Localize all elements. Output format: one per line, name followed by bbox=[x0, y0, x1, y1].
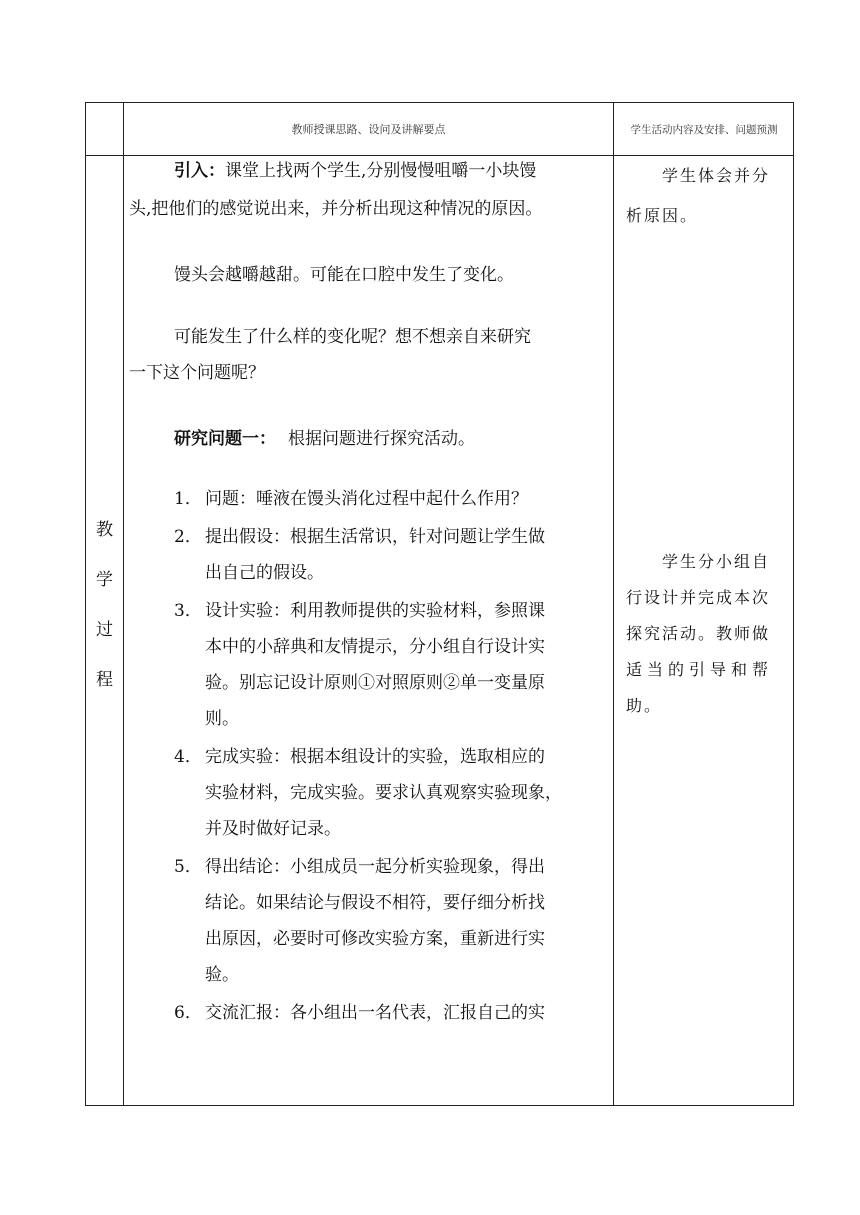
lesson-table: 教师授课思路、设问及讲解要点 学生活动内容及安排、问题预测 教 学 过 程 引入：课堂上找两个学生,分别慢慢咀嚼一小块馒 头,把他们的感觉说出来，并分析出现这种情况的原因。 馒头会越嚼越甜。可能在口腔中发生了变化。 可能发生了什么样的变化呢？想不想亲自来研究 一下这个问题呢？ 研究问题一： 根据问题进行探究活动。 1． 问题：唾液在馒头消化过程中起什么作用？ 2． 提出假设：根据生活常识，针对问题让学生做 出自己的假设。 3． 设计实验：利用教师提供的实验材料，参照课 本中的小辞典和友情提示，分小组自行设计实 验。别忘记设计原则①对照原则②单一变量原 则。 4． 完成实验：根据本组设计的实验，选取相应的 实验材料，完成实验。要求认真观察实验现象， 并及时做好记录。 5． 得出结论：小组成员一起分析实验现象，得出 结论。如果结论与假设不相符，要仔细分析找 出原因，必要时可修改实验方案，重新进行实 验。 6． 交流汇报：各小组出一名代表，汇报自己的实 学生体会并分 析原因。 学生分小组自 行设计并完成本次 探究活动。教师做 适当的引导和帮 助。 bbox=[85, 102, 794, 1106]
step-item: 1． 问题：唾液在馒头消化过程中起什么作用？ bbox=[174, 489, 528, 509]
step-item-cont: 并及时做好记录。 bbox=[205, 819, 341, 839]
column-divider bbox=[123, 103, 124, 1105]
row-label-char: 程 bbox=[96, 670, 113, 690]
intro-label: 引入： bbox=[174, 161, 225, 181]
step-item: 4． 完成实验：根据本组设计的实验，选取相应的 bbox=[174, 747, 545, 767]
intro-line bbox=[174, 156, 536, 181]
row-label-char: 学 bbox=[96, 570, 113, 590]
paragraph: 馒头会越嚼越甜。可能在口腔中发生了变化。 bbox=[174, 265, 514, 285]
teacher-column-header: 教师授课思路、设问及讲解要点 bbox=[291, 123, 446, 136]
step-item: 6． 交流汇报：各小组出一名代表，汇报自己的实 bbox=[174, 1003, 545, 1023]
intro-text: 课堂上找两个学生,分别慢慢咀嚼一小块馒 bbox=[225, 161, 537, 181]
step-item-cont: 本中的小辞典和友情提示，分小组自行设计实 bbox=[205, 637, 545, 657]
intro-line-2: 头,把他们的感觉说出来，并分析出现这种情况的原因。 bbox=[129, 199, 543, 219]
step-item-cont: 则。 bbox=[205, 709, 239, 729]
paragraph: 可能发生了什么样的变化呢？想不想亲自来研究 bbox=[174, 327, 531, 347]
step-item: 5． 得出结论：小组成员一起分析实验现象，得出 bbox=[174, 857, 545, 877]
row-label-char: 过 bbox=[96, 620, 113, 640]
research-label: 研究问题一： bbox=[174, 429, 276, 449]
student-column-header: 学生活动内容及安排、问题预测 bbox=[630, 123, 778, 136]
column-divider bbox=[613, 103, 614, 1105]
research-text: 根据问题进行探究活动。 bbox=[288, 429, 475, 449]
step-item-cont: 验。别忘记设计原则①对照原则②单一变量原 bbox=[205, 673, 545, 693]
step-item-cont: 出原因，必要时可修改实验方案，重新进行实 bbox=[205, 929, 545, 949]
research-heading bbox=[174, 424, 475, 449]
step-item-cont: 实验材料，完成实验。要求认真观察实验现象， bbox=[205, 783, 562, 803]
paragraph-cont: 一下这个问题呢？ bbox=[129, 363, 265, 383]
row-label-char: 教 bbox=[96, 520, 113, 540]
step-item: 3． 设计实验：利用教师提供的实验材料，参照课 bbox=[174, 601, 545, 621]
step-item-cont: 结论。如果结论与假设不相符，要仔细分析找 bbox=[205, 893, 545, 913]
step-item-cont: 出自己的假设。 bbox=[205, 563, 324, 583]
step-item-cont: 验。 bbox=[205, 965, 239, 985]
row-label bbox=[86, 513, 123, 713]
step-item: 2． 提出假设：根据生活常识，针对问题让学生做 bbox=[174, 527, 545, 547]
